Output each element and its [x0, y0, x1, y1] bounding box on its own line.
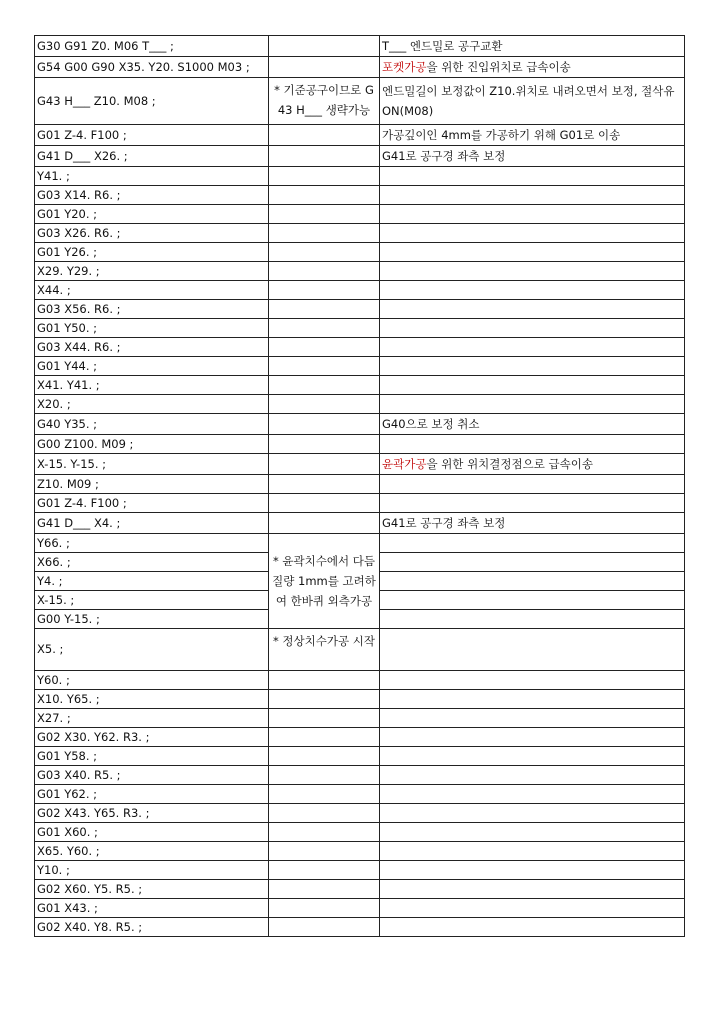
gcode-cell: G01 Y44. ; — [35, 357, 269, 376]
gcode-cell: G03 X26. R6. ; — [35, 224, 269, 243]
remark-cell — [269, 918, 380, 937]
gcode-cell: G02 X60. Y5. R5. ; — [35, 880, 269, 899]
description-cell — [380, 186, 685, 205]
gcode-cell: G01 X43. ; — [35, 899, 269, 918]
remark-cell — [269, 747, 380, 766]
description-cell — [380, 338, 685, 357]
remark-cell: * 윤곽치수에서 다듬질량 1mm를 고려하여 한바퀴 외측가공 — [269, 534, 380, 629]
remark-cell — [269, 300, 380, 319]
gcode-cell: X10. Y65. ; — [35, 690, 269, 709]
table-row — [35, 804, 685, 823]
description-cell — [380, 671, 685, 690]
gcode-cell: X66. ; — [35, 553, 269, 572]
table-row — [35, 494, 685, 513]
table-row — [35, 186, 685, 205]
gcode-cell: X5. ; — [35, 629, 269, 671]
remark-cell — [269, 823, 380, 842]
table-row — [35, 36, 685, 57]
description-cell — [380, 842, 685, 861]
gcode-cell: G01 Y62. ; — [35, 785, 269, 804]
table-row — [35, 205, 685, 224]
gcode-cell: X-15. Y-15. ; — [35, 454, 269, 475]
table-row — [35, 842, 685, 861]
description-cell — [380, 57, 685, 78]
description-cell — [380, 766, 685, 785]
description-cell — [380, 319, 685, 338]
table-row — [35, 899, 685, 918]
nc-program-table — [34, 35, 685, 937]
description-cell — [380, 572, 685, 591]
gcode-cell: G01 X60. ; — [35, 823, 269, 842]
gcode-cell: G40 Y35. ; — [35, 414, 269, 435]
gcode-cell: G54 G00 G90 X35. Y20. S1000 M03 ; — [35, 57, 269, 78]
description-cell — [380, 610, 685, 629]
table-row — [35, 747, 685, 766]
gcode-cell: G03 X44. R6. ; — [35, 338, 269, 357]
remark-cell — [269, 414, 380, 435]
table-row — [35, 709, 685, 728]
description-cell — [380, 300, 685, 319]
gcode-cell: Z10. M09 ; — [35, 475, 269, 494]
table-row — [35, 395, 685, 414]
table-row — [35, 435, 685, 454]
gcode-cell: Y41. ; — [35, 167, 269, 186]
remark-cell — [269, 146, 380, 167]
description-text: T___ 엔드밀로 공구교환 — [382, 39, 503, 53]
highlight-text: 포켓가공 — [382, 60, 427, 74]
description-cell — [380, 262, 685, 281]
table-row — [35, 125, 685, 146]
description-cell — [380, 125, 685, 146]
description-cell — [380, 435, 685, 454]
table-row — [35, 823, 685, 842]
description-cell — [380, 513, 685, 534]
description-cell — [380, 78, 685, 125]
remark-cell — [269, 709, 380, 728]
gcode-cell: X65. Y60. ; — [35, 842, 269, 861]
remark-cell — [269, 186, 380, 205]
gcode-cell: G01 Y26. ; — [35, 243, 269, 262]
remark-cell — [269, 785, 380, 804]
gcode-cell: Y66. ; — [35, 534, 269, 553]
remark-cell — [269, 475, 380, 494]
description-cell — [380, 454, 685, 475]
remark-cell — [269, 671, 380, 690]
remark-cell — [269, 804, 380, 823]
gcode-cell: Y10. ; — [35, 861, 269, 880]
description-cell — [380, 494, 685, 513]
gcode-cell: Y60. ; — [35, 671, 269, 690]
gcode-cell: G02 X30. Y62. R3. ; — [35, 728, 269, 747]
remark-cell — [269, 454, 380, 475]
remark-cell — [269, 395, 380, 414]
description-text: G41로 공구경 좌측 보정 — [382, 149, 506, 163]
description-text: 엔드밀길이 보정값이 Z10.위치로 내려오면서 보정, 절삭유 ON(M08) — [382, 84, 675, 118]
description-cell — [380, 534, 685, 553]
remark-cell — [269, 281, 380, 300]
remark-cell — [269, 861, 380, 880]
description-text: 가공깊이인 4mm를 가공하기 위해 G01로 이송 — [382, 128, 621, 142]
description-cell — [380, 205, 685, 224]
table-row — [35, 475, 685, 494]
description-cell — [380, 918, 685, 937]
table-row — [35, 880, 685, 899]
table-row — [35, 57, 685, 78]
table-row — [35, 281, 685, 300]
gcode-cell: G00 Y-15. ; — [35, 610, 269, 629]
remark-cell — [269, 690, 380, 709]
table-row — [35, 376, 685, 395]
remark-cell — [269, 167, 380, 186]
gcode-cell: X-15. ; — [35, 591, 269, 610]
description-cell — [380, 709, 685, 728]
description-cell — [380, 823, 685, 842]
table-row — [35, 629, 685, 671]
table-row — [35, 454, 685, 475]
description-cell — [380, 861, 685, 880]
gcode-cell: G02 X43. Y65. R3. ; — [35, 804, 269, 823]
description-cell — [380, 747, 685, 766]
remark-cell — [269, 224, 380, 243]
gcode-cell: Y4. ; — [35, 572, 269, 591]
gcode-cell: G01 Z-4. F100 ; — [35, 494, 269, 513]
gcode-cell: X41. Y41. ; — [35, 376, 269, 395]
description-cell — [380, 224, 685, 243]
remark-cell — [269, 494, 380, 513]
table-row — [35, 513, 685, 534]
gcode-cell: G43 H___ Z10. M08 ; — [35, 78, 269, 125]
table-row — [35, 262, 685, 281]
description-text: 을 위한 진입위치로 급속이송 — [426, 60, 571, 74]
description-cell — [380, 690, 685, 709]
description-cell — [380, 629, 685, 671]
remark-cell — [269, 899, 380, 918]
table-row — [35, 766, 685, 785]
remark-cell — [269, 205, 380, 224]
remark-cell — [269, 435, 380, 454]
table-row — [35, 357, 685, 376]
gcode-cell: G03 X14. R6. ; — [35, 186, 269, 205]
gcode-cell: G01 Y50. ; — [35, 319, 269, 338]
table-row — [35, 690, 685, 709]
highlight-text: 윤곽가공 — [382, 457, 427, 471]
table-row — [35, 728, 685, 747]
remark-cell — [269, 842, 380, 861]
remark-cell: * 정상치수가공 시작 — [269, 629, 380, 671]
remark-cell — [269, 880, 380, 899]
description-cell — [380, 804, 685, 823]
table-row — [35, 534, 685, 553]
description-cell — [380, 376, 685, 395]
gcode-cell: G41 D___ X4. ; — [35, 513, 269, 534]
remark-cell: * 기준공구이므로 G43 H___ 생략가능 — [269, 78, 380, 125]
description-cell — [380, 414, 685, 435]
description-cell — [380, 475, 685, 494]
table-row — [35, 300, 685, 319]
remark-cell — [269, 36, 380, 57]
remark-cell — [269, 125, 380, 146]
description-text: 을 위한 위치결정점으로 급속이송 — [426, 457, 593, 471]
gcode-cell: X29. Y29. ; — [35, 262, 269, 281]
description-cell — [380, 591, 685, 610]
description-cell — [380, 167, 685, 186]
table-row — [35, 785, 685, 804]
table-row — [35, 918, 685, 937]
description-cell — [380, 899, 685, 918]
table-row — [35, 78, 685, 125]
table-row — [35, 414, 685, 435]
gcode-cell: X44. ; — [35, 281, 269, 300]
remark-cell — [269, 376, 380, 395]
gcode-cell: G03 X40. R5. ; — [35, 766, 269, 785]
gcode-cell: G01 Z-4. F100 ; — [35, 125, 269, 146]
table-row — [35, 338, 685, 357]
table-row — [35, 319, 685, 338]
description-cell — [380, 281, 685, 300]
table-row — [35, 224, 685, 243]
description-cell — [380, 395, 685, 414]
remark-cell — [269, 728, 380, 747]
gcode-cell: G00 Z100. M09 ; — [35, 435, 269, 454]
description-cell — [380, 785, 685, 804]
gcode-cell: G01 Y58. ; — [35, 747, 269, 766]
description-text: G40으로 보정 취소 — [382, 417, 480, 431]
table-row — [35, 243, 685, 262]
remark-cell — [269, 243, 380, 262]
description-cell — [380, 728, 685, 747]
table-row — [35, 671, 685, 690]
gcode-cell: G01 Y20. ; — [35, 205, 269, 224]
description-cell — [380, 36, 685, 57]
gcode-cell: G02 X40. Y8. R5. ; — [35, 918, 269, 937]
table-row — [35, 861, 685, 880]
gcode-cell: G30 G91 Z0. M06 T___ ; — [35, 36, 269, 57]
remark-cell — [269, 57, 380, 78]
gcode-cell: X20. ; — [35, 395, 269, 414]
table-row — [35, 167, 685, 186]
remark-cell — [269, 338, 380, 357]
description-cell — [380, 146, 685, 167]
gcode-cell: X27. ; — [35, 709, 269, 728]
remark-cell — [269, 357, 380, 376]
gcode-cell: G03 X56. R6. ; — [35, 300, 269, 319]
description-cell — [380, 880, 685, 899]
gcode-cell: G41 D___ X26. ; — [35, 146, 269, 167]
remark-cell — [269, 262, 380, 281]
description-cell — [380, 243, 685, 262]
description-text: G41로 공구경 좌측 보정 — [382, 516, 506, 530]
remark-cell — [269, 766, 380, 785]
remark-cell — [269, 513, 380, 534]
description-cell — [380, 553, 685, 572]
table-row — [35, 146, 685, 167]
description-cell — [380, 357, 685, 376]
remark-cell — [269, 319, 380, 338]
